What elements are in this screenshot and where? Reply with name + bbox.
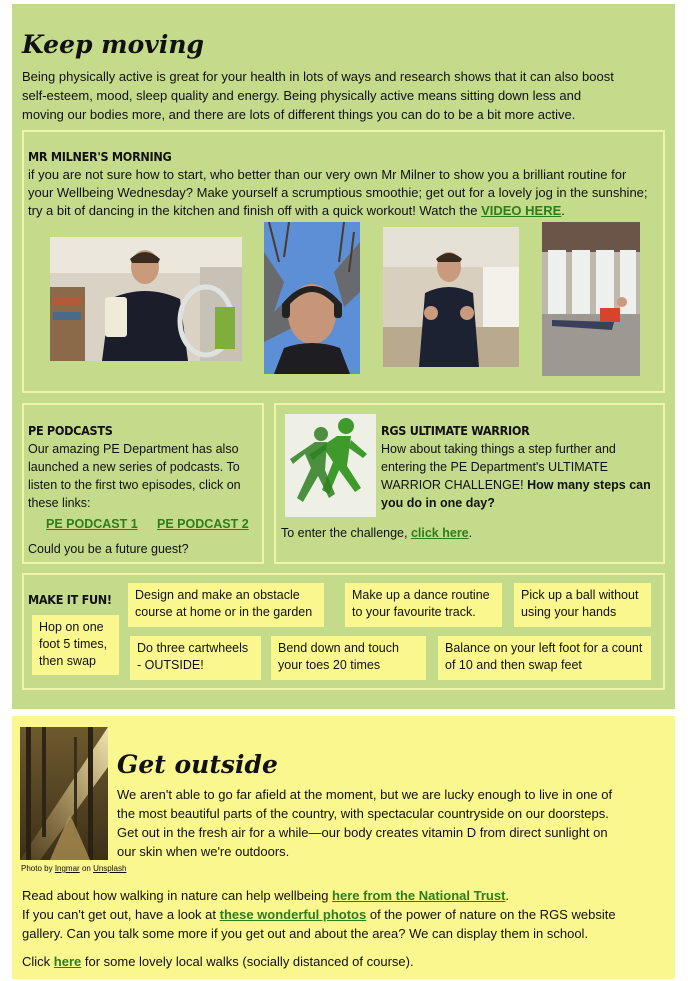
activity-card: Bend down and touch your toes 20 times <box>271 636 426 680</box>
milner-kitchen-dance-photo <box>383 227 519 367</box>
local-walks-link[interactable]: here <box>53 954 82 969</box>
ultimate-warrior-heading: RGS ULTIMATE WARRIOR <box>381 423 530 438</box>
photographer-link[interactable]: Ingmar <box>54 864 80 873</box>
keep-moving-intro: Being physically active is great for your health in lots of ways and research shows that it can also boost self-esteem, mood, sleep quality and energy. Being physically active means sitting down less and moving our bodies more, and there are lots of different things you can do to be a bit more active. <box>22 69 614 122</box>
photos-text: If you can't get out, have a look at these wonderful photos of the power of nature on the RGS website gallery. Can you talk some more if you get out and about the area? We can display them in school. <box>22 907 616 941</box>
milner-heading: MR MILNER'S MORNING <box>28 149 172 164</box>
milner-text: if you are not sure how to start, who better than our very own Mr Milner to show you a brilliant routine for your Wellbeing Wednesday? Make yourself a scrumptious smoothie; get out for a lovely jog in the sunshine; try a bit of dancing in the kitchen and finish off with a quick workout! Watch the VIDEO HERE. <box>28 167 648 218</box>
future-guest-text: Could you be a future guest? <box>28 542 189 556</box>
national-trust-link[interactable]: here from the National Trust <box>332 888 506 903</box>
milner-jog-photo <box>264 222 360 374</box>
milner-smoothie-photo <box>50 237 242 361</box>
pe-podcasts-heading: PE PODCASTS <box>28 423 113 438</box>
photo-credit: Photo by Ingmar on Unsplash <box>21 864 127 873</box>
activity-card: Do three cartwheels - OUTSIDE! <box>130 636 261 680</box>
local-walks-text: Click here for some lovely local walks (socially distanced of course). <box>22 954 414 969</box>
video-link[interactable]: VIDEO HERE <box>481 203 562 218</box>
milner-workout-photo <box>542 222 640 376</box>
make-it-fun-heading: MAKE IT FUN! <box>28 592 112 607</box>
activity-card: Make up a dance routine to your favourite track. <box>345 583 502 627</box>
activity-card: Design and make an obstacle course at home or in the garden <box>128 583 324 627</box>
pe-podcast-2-link[interactable]: PE PODCAST 2 <box>157 517 249 531</box>
get-outside-intro: We aren't able to go far afield at the moment, but we are lucky enough to live in one of the most beautiful parts of the country, with spectacular countryside on our doorsteps. Get out in the fresh air for a while—our body creates vitamin D from direct sunlight on our skin when we're outdoors. <box>117 787 613 859</box>
enter-challenge-text: To enter the challenge, click here. <box>281 526 473 540</box>
challenge-click-here-link[interactable]: click here <box>410 526 469 540</box>
keep-moving-title: Keep moving <box>22 30 204 59</box>
activity-card: Pick up a ball without using your hands <box>514 583 651 627</box>
forest-photo <box>20 727 108 860</box>
ultimate-warrior-text: How about taking things a step further and entering the PE Department's ULTIMATE WARRIOR CHALLENGE! How many steps can you do in one day? <box>381 442 651 510</box>
runners-icon <box>285 414 376 517</box>
activity-card: Hop on one foot 5 times, then swap <box>32 615 119 675</box>
wonderful-photos-link[interactable]: these wonderful photos <box>219 907 367 922</box>
unsplash-link[interactable]: Unsplash <box>93 864 127 873</box>
pe-podcast-1-link[interactable]: PE PODCAST 1 <box>46 517 138 531</box>
activity-card: Balance on your left foot for a count of 10 and then swap feet <box>438 636 651 680</box>
pe-podcasts-text: Our amazing PE Department has also launched a new series of podcasts. To listen to the first two episodes, click on these links: <box>28 442 241 510</box>
national-trust-text: Read about how walking in nature can help wellbeing here from the National Trust. <box>22 888 510 903</box>
get-outside-title: Get outside <box>117 750 278 779</box>
